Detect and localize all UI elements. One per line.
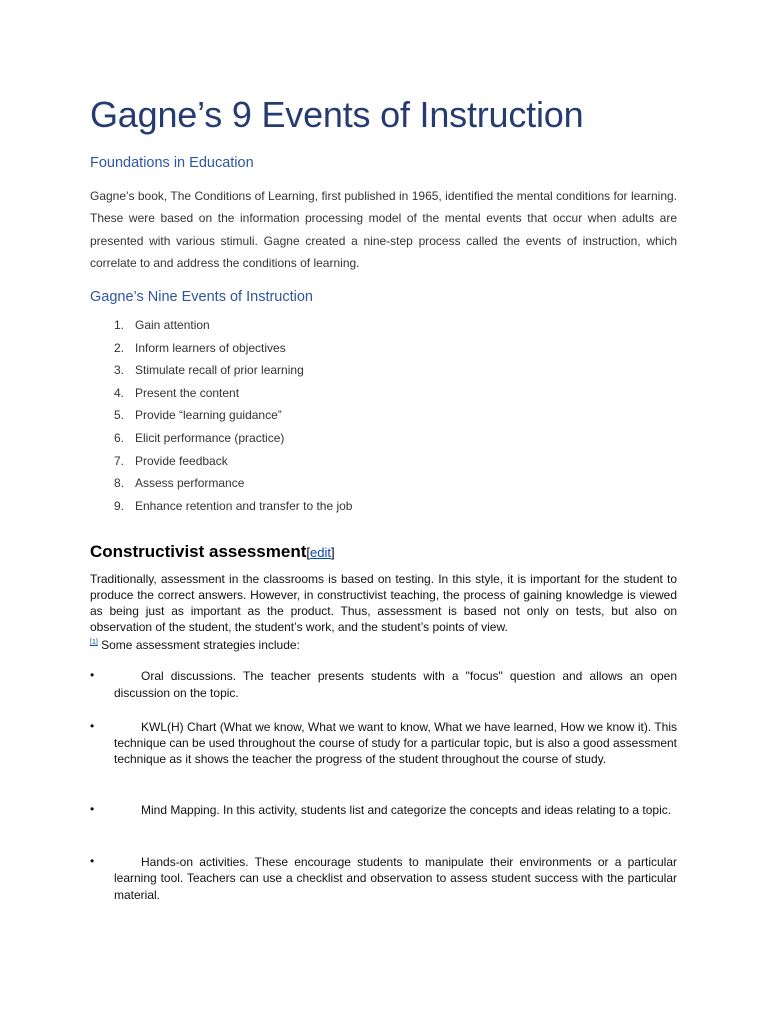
strategy-text: Oral discussions. The teacher presents students with a "focus" question and allows an open discussion on the topic. bbox=[114, 669, 677, 700]
page-title: Gagne’s 9 Events of Instruction bbox=[90, 94, 584, 135]
foundations-paragraph: Gagne’s book, The Conditions of Learning, first published in 1965, identified the mental conditions for learning. These were based on the information processing model of the mental events that occur when adults are presented with various stimuli. Gagne created a nine-step process called the events of instruction, which correlate to and address the conditions of learning. bbox=[90, 189, 677, 270]
strategy-text: KWL(H) Chart (What we know, What we want to know, What we have learned, How we know it). This technique can be used throughout the course of study for a particular topic, but is also a good assessment technique as it shows the teacher the progress of the student throughout the course of study. bbox=[114, 720, 678, 767]
list-item-number: 1. bbox=[113, 318, 124, 332]
list-item-number: 9. bbox=[113, 498, 124, 513]
edit-link[interactable]: edit bbox=[310, 545, 331, 560]
list-item-number: 5. bbox=[113, 408, 124, 423]
strategy-text: Mind Mapping. In this activity, students list and categorize the concepts and ideas relating to a topic. bbox=[141, 803, 672, 817]
list-item bbox=[90, 495, 352, 518]
list-item bbox=[90, 427, 352, 450]
list-item-text: Gain attention bbox=[135, 318, 210, 332]
strategy-text: Hands-on activities. These encourage students to manipulate their environments or a particular learning tool. Teachers can use a checklist and observation to assess student success with the particular material. bbox=[114, 855, 677, 902]
strategy-item bbox=[90, 802, 677, 819]
constructivist-paragraph-tail: Some assessment strategies include: bbox=[97, 638, 300, 652]
list-item-number: 3. bbox=[113, 363, 124, 378]
list-item-number: 4. bbox=[113, 385, 124, 400]
constructivist-heading bbox=[90, 542, 335, 562]
list-item-number: 6. bbox=[113, 430, 124, 445]
list-item-number: 2. bbox=[113, 340, 124, 355]
list-item-text: Present the content bbox=[135, 385, 240, 400]
bullet-icon: • bbox=[90, 854, 95, 868]
list-item-text: Provide “learning guidance” bbox=[135, 408, 282, 423]
edit-section bbox=[306, 545, 334, 560]
bullet-icon: • bbox=[90, 719, 95, 733]
constructivist-paragraph bbox=[90, 571, 677, 653]
strategy-item bbox=[90, 854, 677, 903]
list-item bbox=[90, 314, 352, 337]
list-item-text: Enhance retention and transfer to the job bbox=[135, 498, 353, 513]
list-item bbox=[90, 450, 352, 473]
bullet-icon: • bbox=[90, 802, 95, 816]
list-item bbox=[90, 359, 352, 382]
list-item-text: Assess performance bbox=[135, 476, 245, 491]
constructivist-paragraph-text: Traditionally, assessment in the classrooms is based on testing. In this style, it is important for the student to produce the correct answers. However, in constructivist teaching, the process of gaining knowledge is viewed as being just as important as the product. Thus, assessment is based not only on tests, but also on observation of the student, the student’s work, and the student’s points of view. bbox=[90, 572, 677, 634]
strategy-item bbox=[90, 719, 677, 768]
list-item-number: 8. bbox=[113, 476, 124, 491]
list-item-text: Elicit performance (practice) bbox=[135, 430, 285, 445]
edit-bracket-open: [ bbox=[306, 545, 310, 560]
list-item-number: 7. bbox=[113, 453, 124, 468]
citation-link[interactable]: [1] bbox=[90, 639, 98, 646]
constructivist-heading-text: Constructivist assessment bbox=[90, 542, 307, 561]
foundations-heading: Foundations in Education bbox=[90, 155, 254, 171]
nine-events-heading: Gagne’s Nine Events of Instruction bbox=[90, 289, 313, 305]
list-item-text: Stimulate recall of prior learning bbox=[135, 363, 304, 378]
list-item-text: Inform learners of objectives bbox=[135, 340, 286, 355]
list-item bbox=[90, 404, 352, 427]
strategy-item bbox=[90, 668, 677, 702]
list-item bbox=[90, 337, 352, 360]
edit-bracket-close: ] bbox=[330, 545, 335, 560]
bullet-icon: • bbox=[90, 668, 95, 682]
list-item bbox=[90, 472, 352, 495]
nine-events-list bbox=[90, 314, 352, 517]
list-item bbox=[90, 382, 352, 405]
list-item-text: Provide feedback bbox=[135, 453, 228, 468]
